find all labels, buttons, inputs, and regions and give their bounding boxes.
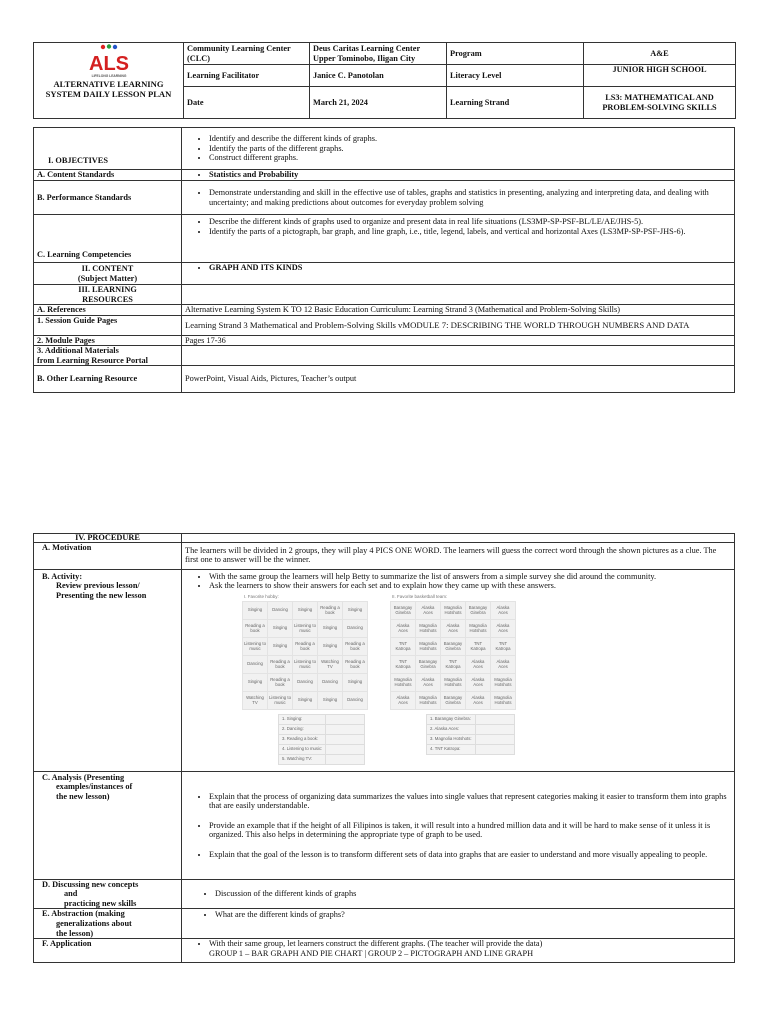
application-groups: GROUP 1 – BAR GRAPH AND PIE CHART | GROUP 2 – PICTOGRAPH AND LINE GRAPH [209, 949, 534, 958]
performance-standards-label: B. Performance Standards [34, 181, 182, 215]
survey-cell: Magnolia Hotshots [441, 602, 466, 620]
objective-item: • Construct different graphs. [209, 153, 731, 163]
summary-label: 4. Listening to music: [279, 745, 326, 755]
survey-cell: Singing [268, 638, 293, 656]
summary-label: 2. Dancing: [279, 725, 326, 735]
survey-cell: Barangay Ginebra [441, 692, 466, 710]
survey-cell: Alaska Aces [466, 674, 491, 692]
summary-label: 1. Singing: [279, 715, 326, 725]
module-pages-value: Pages 17-36 [182, 335, 735, 346]
survey-cell: Alaska Aces [491, 656, 516, 674]
survey-cell: Dancing [268, 602, 293, 620]
survey-cell: Dancing [293, 674, 318, 692]
team-grid [390, 601, 516, 710]
literacy-value: JUNIOR HIGH SCHOOL [584, 65, 736, 87]
analysis-cell [182, 771, 735, 879]
program-label: Program [447, 43, 584, 65]
survey-cell: Dancing [318, 674, 343, 692]
survey-cell: Alaska Aces [416, 674, 441, 692]
survey-cell: Singing [293, 602, 318, 620]
survey-cell: Barangay Ginebra [416, 656, 441, 674]
survey-cell: Singing [268, 620, 293, 638]
analysis-item: • Explain that the goal of the lesson is to transform different sets of data into graphs that are easier to understand and more visually appealing to people. [209, 850, 731, 860]
summary-label: 3. Reading a book: [279, 735, 326, 745]
survey-cell: Listening to music [268, 692, 293, 710]
competency-item: • Describe the different kinds of graphs used to organize and present data in real life situations (LS3MP-SP-PSF-BL/LE/AE/JHS-5). [209, 217, 731, 227]
survey-cell: Singing [243, 602, 268, 620]
survey-cell: Magnolia Hotshots [416, 638, 441, 656]
performance-standards-value: • Demonstrate understanding and skill in the effective use of tables, graphs and statistics in presenting, analyzing and interpreting data, and dealing with uncertainty; and making predictions about outcomes for everyday problem solving [182, 181, 735, 215]
abstraction-label: E. Abstraction (making generalizations about the lesson) [34, 909, 182, 939]
survey-cell: Barangay Ginebra [441, 638, 466, 656]
survey-cell: Magnolia Hotshots [491, 692, 516, 710]
survey-cell: TNT Katropa [491, 638, 516, 656]
procedure-title-empty [182, 534, 735, 543]
additional-materials-label: 3. Additional Materials from Learning Resource Portal [34, 346, 182, 366]
survey-cell: Reading a book [343, 638, 368, 656]
literacy-label: Literacy Level [447, 65, 584, 87]
summary-label: 3. Magnolia Hotshots: [427, 735, 476, 745]
summary-answer-blank [475, 735, 514, 745]
activity-label: B. Activity: Review previous lesson/ Presenting the new lesson [34, 569, 182, 771]
discussing-value: • Discussion of the different kinds of graphs [182, 879, 735, 909]
activity-item: • Ask the learners to show their answers for each set and to explain how they came up with these answers. [209, 581, 731, 591]
survey-cell: Listening to music [293, 656, 318, 674]
competencies-cell [182, 215, 735, 263]
doc-title: ALTERNATIVE LEARNING SYSTEM DAILY LESSON PLAN [45, 79, 172, 99]
survey-cell: Listening to music [243, 638, 268, 656]
survey-cell: Alaska Aces [391, 692, 416, 710]
survey-cell: Listening to music [293, 620, 318, 638]
survey-cell: TNT Katropa [391, 638, 416, 656]
competencies-label: C. Learning Competencies [34, 215, 182, 263]
content-label: II. CONTENT (Subject Matter) [34, 263, 182, 285]
survey-cell: Alaska Aces [491, 602, 516, 620]
objectives-cell [182, 128, 735, 170]
als-logo [86, 44, 132, 80]
survey-cell: Alaska Aces [441, 620, 466, 638]
team-summary [426, 714, 515, 755]
survey-cell: Magnolia Hotshots [416, 620, 441, 638]
survey-cell: Reading a book [343, 656, 368, 674]
summary-answer-blank [475, 715, 514, 725]
summary-label: 2. Alaska Aces: [427, 725, 476, 735]
discussing-label: D. Discussing new concepts and practicing new skills [34, 879, 182, 909]
clc-value: Deus Caritas Learning Center Upper Tominobo, Iligan City [310, 43, 447, 65]
motivation-value: The learners will be divided in 2 groups, they will play 4 PICS ONE WORD. The learners will guess the correct word through the shown pictures as a clue. The first one to answer will be the winner. [182, 542, 735, 569]
content-standards-value: • Statistics and Probability [182, 170, 735, 181]
logo-subtext: LIFELONG LEARNING [91, 74, 126, 78]
clc-label: Community Learning Center (CLC) [184, 43, 310, 65]
hobby-survey-image [242, 594, 368, 765]
references-label: A. References [34, 305, 182, 316]
survey-cell: Dancing [343, 692, 368, 710]
survey-cell: Reading a book [243, 620, 268, 638]
procedure-table [33, 533, 735, 963]
survey-cell: Alaska Aces [416, 602, 441, 620]
strand-label: Learning Strand [447, 87, 584, 119]
team-caption: II. Favorite basketball team: [392, 593, 448, 599]
survey-cell: Dancing [343, 620, 368, 638]
session-guide-value: Learning Strand 3 Mathematical and Problem-Solving Skills vMODULE 7: DESCRIBING THE WORLD THROUGH NUMBERS AND DATA [182, 315, 735, 335]
application-value: • With their same group, let learners construct the different graphs. (The teacher will provide the data) GROUP 1 – BAR GRAPH AND PIE CHART | GROUP 2 – PICTOGRAPH AND LINE GRAPH [182, 939, 735, 963]
logo-cell [34, 43, 184, 119]
resources-value [182, 285, 735, 305]
summary-answer-blank [326, 755, 365, 765]
references-value: Alternative Learning System K TO 12 Basic Education Curriculum: Learning Strand 3 (Mathematical and Problem-Solving Skills) [182, 305, 735, 316]
strand-value: LS3: MATHEMATICAL AND PROBLEM-SOLVING SKILLS [584, 87, 736, 119]
module-pages-label: 2. Module Pages [34, 335, 182, 346]
procedure-title: IV. PROCEDURE [34, 534, 182, 543]
other-resource-value: PowerPoint, Visual Aids, Pictures, Teacher’s output [182, 366, 735, 393]
survey-cell: Watching TV [243, 692, 268, 710]
survey-cell: Alaska Aces [491, 620, 516, 638]
survey-cell: TNT Katropa [441, 656, 466, 674]
hobby-summary [278, 714, 365, 765]
summary-answer-blank [326, 745, 365, 755]
survey-cell: Singing [318, 620, 343, 638]
activity-cell [182, 569, 735, 771]
survey-cell: Reading a book [318, 602, 343, 620]
survey-cell: Barangay Ginebra [466, 602, 491, 620]
survey-cell: Magnolia Hotshots [466, 620, 491, 638]
survey-cell: Reading a book [268, 656, 293, 674]
additional-materials-value [182, 346, 735, 366]
survey-cell: Reading a book [268, 674, 293, 692]
hobby-caption: I. Favorite hobby: [244, 593, 279, 599]
survey-cell: TNT Katropa [391, 656, 416, 674]
header-table [33, 42, 736, 119]
content-standards-label: A. Content Standards [34, 170, 182, 181]
activity-item: • With the same group the learners will help Betty to summarize the list of answers from a simple survey she did around the community. [209, 572, 731, 582]
survey-cell: Alaska Aces [466, 692, 491, 710]
hobby-grid [242, 601, 368, 710]
survey-cell: Barangay Ginebra [391, 602, 416, 620]
survey-cell: Singing [243, 674, 268, 692]
objective-item: • Identify the parts of the different graphs. [209, 144, 731, 154]
survey-cell: Singing [318, 692, 343, 710]
summary-answer-blank [475, 745, 514, 755]
survey-cell: Singing [343, 602, 368, 620]
program-value: A&E [584, 43, 736, 65]
resources-label: III. LEARNING RESOURCES [34, 285, 182, 305]
analysis-item: • Provide an example that if the height of all Filipinos is taken, it will result into a hundred million data and it will be hard to make sense of it unless it is organized. This also helps in determining the appropriate type of graph to be used. [209, 821, 731, 840]
content-value: • GRAPH AND ITS KINDS [182, 263, 735, 285]
objective-item: • Identify and describe the different kinds of graphs. [209, 134, 731, 144]
summary-answer-blank [326, 725, 365, 735]
survey-cell: Alaska Aces [391, 620, 416, 638]
other-resource-label: B. Other Learning Resource [34, 366, 182, 393]
date-value: March 21, 2024 [310, 87, 447, 119]
objectives-label: I. OBJECTIVES [34, 128, 182, 170]
survey-cell: Magnolia Hotshots [391, 674, 416, 692]
survey-cell: Alaska Aces [466, 656, 491, 674]
plan-table [33, 127, 735, 393]
survey-cell: TNT Katropa [466, 638, 491, 656]
team-survey-image [390, 594, 516, 765]
summary-label: 5. Watching TV: [279, 755, 326, 765]
survey-cell: Magnolia Hotshots [441, 674, 466, 692]
summary-answer-blank [326, 735, 365, 745]
session-guide-label: 1. Session Guide Pages [34, 315, 182, 335]
summary-answer-blank [475, 725, 514, 735]
motivation-label: A. Motivation [34, 542, 182, 569]
facilitator-value: Janice C. Panotolan [310, 65, 447, 87]
survey-cell: Singing [293, 692, 318, 710]
facilitator-label: Learning Facilitator [184, 65, 310, 87]
survey-cell: Watching TV [318, 656, 343, 674]
analysis-label: C. Analysis (Presenting examples/instances of the new lesson) [34, 771, 182, 879]
survey-cell: Singing [318, 638, 343, 656]
summary-label: 1. Barangay Ginebra: [427, 715, 476, 725]
survey-cell: Reading a book [293, 638, 318, 656]
logo-text: ALS [88, 53, 129, 75]
application-label: F. Application [34, 939, 182, 963]
summary-label: 4. TNT Katropa: [427, 745, 476, 755]
summary-answer-blank [326, 715, 365, 725]
survey-cell: Magnolia Hotshots [491, 674, 516, 692]
survey-cell: Magnolia Hotshots [416, 692, 441, 710]
competency-item: • Identify the parts of a pictograph, bar graph, and line graph, i.e., title, legend, labels, and vertical and horizontal Axes (LS3MP-SP-PSF-JHS-6). [209, 227, 731, 237]
analysis-item: • Explain that the process of organizing data summarizes the values into single values that represent categories making it easier to transform them into graphs that are easily understandable. [209, 792, 731, 811]
survey-cell: Singing [343, 674, 368, 692]
survey-cell: Dancing [243, 656, 268, 674]
date-label: Date [184, 87, 310, 119]
abstraction-value: • What are the different kinds of graphs? [182, 909, 735, 939]
